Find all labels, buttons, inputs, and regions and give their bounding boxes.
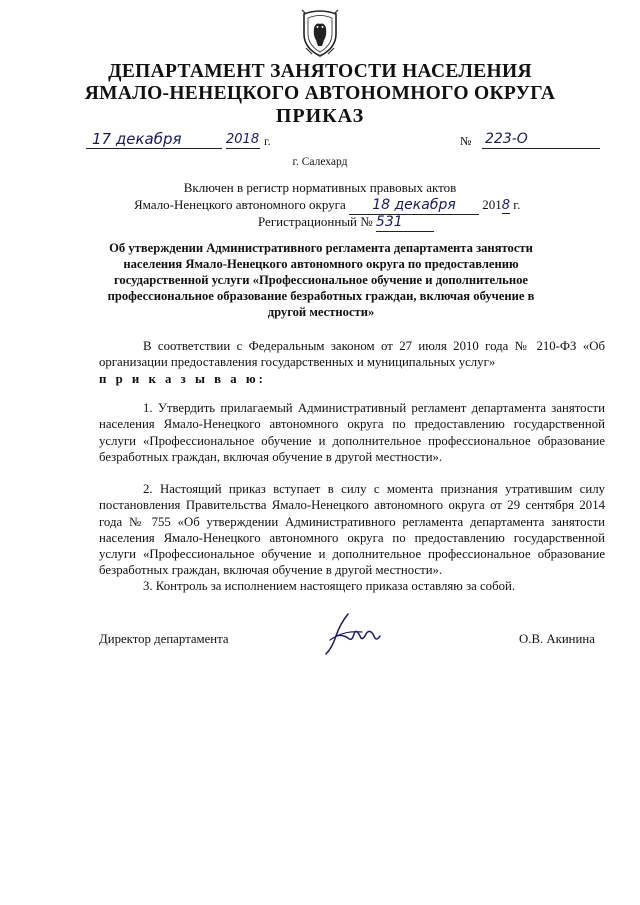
city: г. Салехард <box>292 156 348 168</box>
document-title: Об утверждении Административного регламента департамента занятости населения Ямало-Ненецкого автономного округа по предоставлению государственной услуги «Профессиональное обучение и дополнительное профессиональное образование безработных граждан, включая обучение в другой местности» <box>107 241 535 319</box>
order-number-underline <box>482 148 600 149</box>
registration-number <box>258 213 434 232</box>
item-3: 3. Контроль за исполнением настоящего приказа оставляю за собой. <box>143 579 516 593</box>
item-1: 1. Утвердить прилагаемый Административный регламент департамента занятости населения Ямало-Ненецкого автономного округа по предоставлению государственной услуги «Профессиональное обучение и дополнительное профессиональное образование безработных граждан, включая обучение в другой местности». <box>99 401 605 464</box>
registration-year-suffix: г. <box>513 197 521 212</box>
signatory-role: Директор департамента <box>99 632 229 646</box>
order-date <box>86 130 276 150</box>
registration-number-field <box>376 213 434 232</box>
coat-of-arms-icon <box>298 8 342 58</box>
intro-text: В соответствии с Федеральным законом от 27 июля 2010 года № 210-ФЗ «Об организации предоставления государственных и муниципальных услуг» <box>99 339 605 370</box>
registration-number-value: 531 <box>375 214 403 230</box>
order-date-year: 2018 <box>226 132 260 147</box>
registration-year-prefix: 201 <box>482 197 502 212</box>
directive: п р и к а з ы в а ю: <box>99 371 266 386</box>
registration-date-day-month: 18 декабря <box>372 197 456 213</box>
item-2: 2. Настоящий приказ вступает в силу с момента признания утратившим силу постановления Правительства Ямало-Ненецкого автономного округа от 29 сентября 2014 года № 755 «Об утверждении Административного регламента департамента занятости населения Ямало-Ненецкого автономного округа по предоставлению государственной услуги «Профессиональное обучение и дополнительное профессиональное образование безработных граждан, включая обучение в другой местности». <box>99 482 605 578</box>
organization-name-line2: ЯМАЛО-НЕНЕЦКОГО АВТОНОМНОГО ОКРУГА <box>84 83 556 104</box>
order-date-year-suffix: г. <box>264 134 271 148</box>
order-number-value: 223-О <box>485 131 528 147</box>
handwritten-signature-icon <box>318 610 388 658</box>
registration-number-label: Регистрационный № <box>258 214 373 229</box>
signatory-name: О.В. Акинина <box>519 632 595 646</box>
order-date-day-month: 17 декабря <box>92 130 182 148</box>
organization-name-line1: ДЕПАРТАМЕНТ ЗАНЯТОСТИ НАСЕЛЕНИЯ <box>108 61 532 82</box>
document-type: ПРИКАЗ <box>275 105 365 127</box>
body-intro <box>99 338 605 387</box>
order-number-label: № <box>460 134 472 148</box>
registration-line1: Включен в регистр нормативных правовых актов <box>183 180 457 195</box>
registration-region: Ямало-Ненецкого автономного округа <box>134 197 346 212</box>
registration-year-digit: 8 <box>501 198 511 213</box>
